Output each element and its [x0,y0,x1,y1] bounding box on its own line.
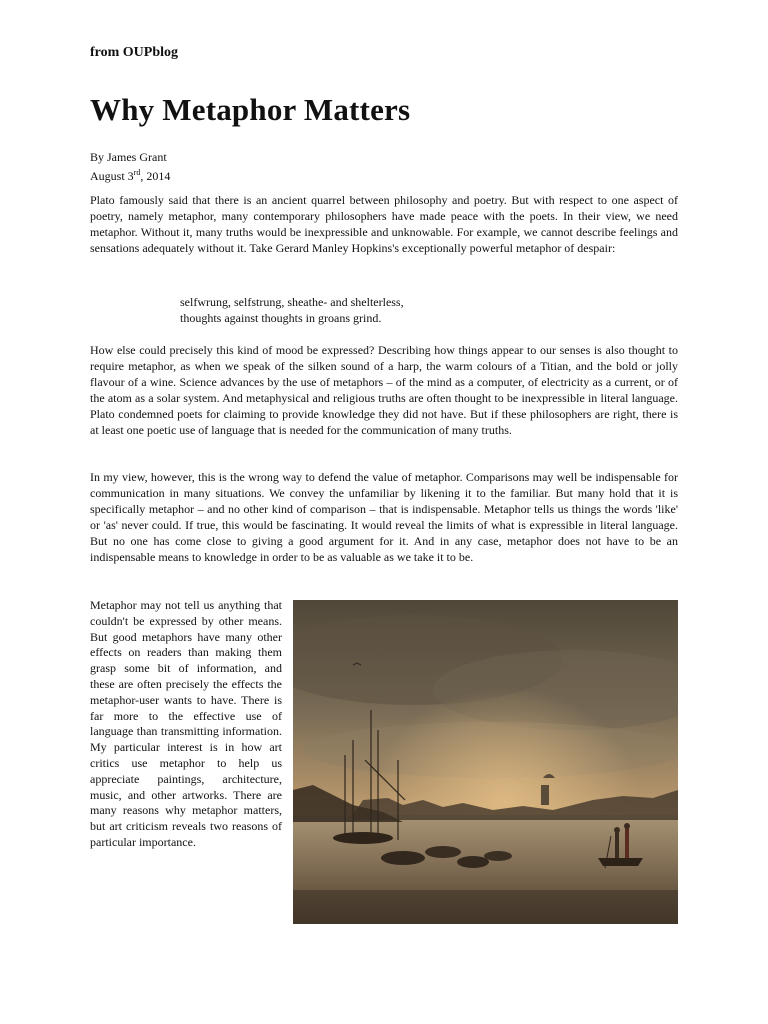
date-month-day: August 3 [90,169,134,183]
byline [90,150,170,184]
author-line: By James Grant [90,150,167,164]
poem-quote [180,294,404,326]
date-line [90,165,170,184]
date-ordinal: rd [133,168,141,177]
paragraph-2: How else could precisely this kind of mood be expressed? Describing how things appear to our senses is also thought to require metaphor, as when we speak of the silken sound of a harp, the warm colours of a Titian, and the bold or jolly flavour of a wine. Science advances by the use of metaphors – of the mind as a computer, of electricity as a current, or of the atom as a solar system. And metaphysical and religious truths are often thought to be inexpressible in literal language. Plato condemned poets for claiming to provide knowledge they did not have. But if these philosophers are right, there is at least one poetic use of language that is needed for the communication of many truths. [90,343,678,437]
date-year: , 2014 [140,169,171,183]
source-label: from OUPblog [90,45,179,60]
article-title: Why Metaphor Matters [90,92,411,127]
paragraph-4: Metaphor may not tell us anything that couldn't be expressed by other means. But good metaphors have many other effects on readers than making them grasp some bit of information, and these are often precisely the effects the metaphor-user wants to have. There is far more to the effective use of language than transmitting information. My particular interest is in how art critics use metaphor to help us appreciate paintings, architecture, music, and other artworks. There are many reasons why metaphor matters, but art criticism reveals two reasons of particular importance. [90,598,282,849]
poem-line-1: selfwrung, selfstrung, sheathe- and shelterless, [180,295,404,309]
paragraph-3: In my view, however, this is the wrong way to defend the value of metaphor. Comparisons may well be indispensable for communication in many situations. We convey the unfamiliar by likening it to the familiar. But many hold that it is specifically metaphor – and no other kind of comparison – that is indispensable. Metaphor tells us things the words 'like' or 'as' never could. If true, this would be fascinating. It would reveal the limits of what is expressible in literal language. But no one has come close to giving a good argument for it. And in any case, metaphor does not have to be an indispensable means to knowledge in order to be as valuable as we take it to be. [90,470,678,564]
poem-line-2: thoughts against thoughts in groans grind. [180,311,382,325]
harbour-painting [293,600,678,924]
paragraph-1: Plato famously said that there is an ancient quarrel between philosophy and poetry. But with respect to one aspect of poetry, namely metaphor, many contemporary philosophers have made peace with the poets. In their view, we need metaphor. Without it, many truths would be inexpressible and unknowable. For example, we cannot describe feelings and sensations adequately without it. Take Gerard Manley Hopkins's exceptionally powerful metaphor of despair: [90,193,678,255]
